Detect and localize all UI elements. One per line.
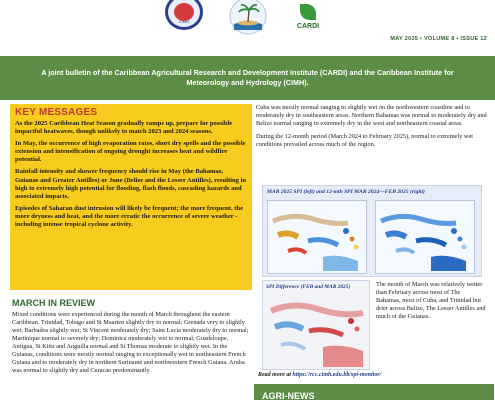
right-paragraph-2: During the 12-month period (March 2024 to February 2025), normal to extremely wet conditions prevailed across much of the region. [256, 133, 474, 148]
key-message-item: In May, the occurrence of high evaporation rates, short dry spells and the possible extension and intensification of ongoing drought increases heat and wildfire potential. [15, 140, 246, 164]
key-message-item: Rainfall intensity and shower frequency should rise in May (the Bahamas, Guianas and Greater Antilles) or June (Belize and the Lesser Antilles), resulting in high to extremely high potential for flooding, flash floods, cascading hazards and associated impacts. [15, 168, 247, 200]
march-review-body: Mixed conditions were experienced during the month of March throughout the eastern Caribbean. Trinidad, Tobago and St Maarten slightly dry to normal; Grenada very to slightly wet; Barbados slightly wet; St Vincent moderately dry; Saint Lucia moderately dry to normal; Martinique normal to severely dry; Dominica moderately wet to normal; Guadeloupe, Antigua, St Kitts and Anguilla normal and St Thomas moderate to slightly wet. In the Guianas, conditions were mostly normal ranging to exceptionally wet in northeastern French Guiana and to moderately dry in northern Suriname and northwestern French Guiana. Aruba was normal to slightly dry and Curacao predominantly [12, 311, 249, 374]
issue-line: MAY 2025 • VOLUME 8 • ISSUE 12 [390, 36, 487, 42]
masthead [0, 0, 495, 56]
read-more-link[interactable]: https://rcc.cimh.edu.bb/spi-monitor/ [292, 372, 382, 378]
island-logo [228, 0, 268, 36]
right-column [256, 104, 488, 154]
spi-difference-text: The month of March was relatively wetter than February across most of The Bahamas, most of Cuba, and Trinidad but drier across Belize, The Lesser Antilles and much of the Guianas. [376, 281, 486, 320]
key-message-item: Episodes of Saharan dust intrusion will likely be frequent; the more frequent, the more dryness and heat, and the more erratic the occurrence of severe weather - including intense tropical cyclone activity. [15, 204, 244, 229]
cimh-logo-label: CIMH [178, 19, 190, 24]
key-messages-title: KEY MESSAGES [15, 107, 98, 118]
read-more-line [258, 372, 381, 378]
spi-difference-caption: SPI Difference (FEB and MAR 2025) [266, 284, 351, 290]
right-paragraph-1: Cuba was mostly normal ranging to slightly wet on the northwestern coastline and to moderately dry in southeastern areas. Northern Bahamas was normal to moderately dry and Belize normal ranging to extremely dry in the west and northeastern coastal areas. [256, 104, 487, 127]
agri-news-header [254, 384, 494, 400]
spi-maps-figure [262, 185, 482, 277]
agri-news-title: AGRI-NEWS [262, 391, 315, 400]
spi-map-march [267, 200, 367, 274]
cardi-logo [292, 0, 324, 34]
cimh-logo [165, 0, 203, 30]
read-more-label: Read more at [258, 372, 291, 378]
spi-map-12-month [375, 200, 475, 274]
banner-text: A joint bulletin of the Caribbean Agricultural Research and Development Institute (CARDI) and the Caribbean Institute for Meteorology and Hydrology (CIMH). [41, 68, 454, 87]
left-column [10, 104, 252, 375]
spi-maps-caption: MAR 2025 SPI (left) and 12-mth SPI MAR 2024—FEB 2025 (right) [267, 189, 425, 195]
key-messages-box [10, 104, 252, 290]
intro-banner [0, 56, 495, 100]
march-review-title: MARCH IN REVIEW [12, 298, 95, 308]
spi-difference-map [262, 280, 370, 370]
key-message-item: As the 2025 Caribbean Heat Season gradually ramps up, prepare for possible impactful heatwaves, though unlikely to match 2023 and 2024 seasons. [15, 120, 233, 136]
cardi-logo-label: CARDI [296, 23, 320, 30]
